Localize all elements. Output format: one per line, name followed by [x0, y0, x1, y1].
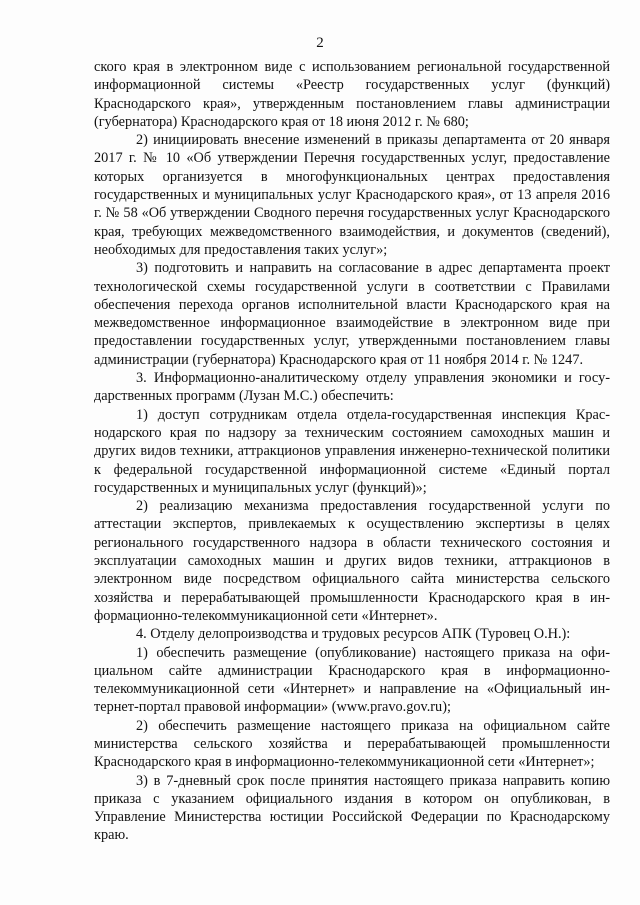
document-body	[94, 58, 610, 845]
paragraph-section-4: 4. Отделу делопроизводства и трудовых ресурсов АПК (Туровец О.Н.):	[136, 626, 571, 643]
paragraph-section-3-item-1: 1) доступ сотрудникам отдела отдела-государственная инспекция Краснодарского края по надзору за техническим состоянием самоходных машин и других видов техники, аттракционов управления инженерно-технической политики к федеральной государственной информационной системе «Единый портал государственных и муниципальных услуг (функций)»;	[94, 406, 610, 496]
paragraph-continuation: ского края в электронном виде с использованием региональной государственной информационной системы «Реестр государственных услуг (функций) Краснодарского края», утвержденным постановлением главы администрации (губернатора) Краснодарского края от 18 июня 2012 г. № 680;	[94, 59, 610, 130]
paragraph-section-4-item-2: 2) обеспечить размещение настоящего приказа на официальном сайте министерства сельского хозяйства и перерабатывающей промышленности Краснодарского края в информационно-телекоммуникационной сети «Интернет»;	[94, 717, 610, 771]
paragraph-section-4-item-3: 3) в 7-дневный срок после принятия настоящего приказа направить копию приказа с указанием официального издания в котором он опубликован, в Управление Министерства юстиции Российской Федерации по Краснодарскому краю.	[94, 772, 610, 844]
paragraph-item-3-tech-scheme: 3) подготовить и направить на согласование в адрес департамента проект технологической схемы государственной услуги в соответствии с Правилами обеспечения перехода органов исполнительной власти Краснодарского края на межведомственное информационное взаимодействие в электронном виде при предоставлении государственных услуг, утвержденными постановлением главы администрации (губернатора) Краснодарского края от 11 ноября 2014 г. № 1247.	[94, 260, 610, 368]
paragraph-section-4-item-1: 1) обеспечить размещение (опубликование) настоящего приказа на официальном сайте администрации Краснодарского края в информационно-телекоммуникационной сети «Интернет» и направление на «Официальный интернет-портал правовой информации» (www.pravo.gov.ru);	[94, 644, 610, 716]
page-number: 2	[316, 35, 324, 51]
paragraph-section-3-item-2: 2) реализацию механизма предоставления государственной услуги по аттестации экспертов, привлекаемых к осуществлению экспертизы в целях регионального государственного надзора в области технического состояния и эксплуатации самоходных машин и других видов техники, аттракционов в электронном виде посредством официального сайта министерства сельского хозяйства и перерабатывающей промышленности Краснодарского края в информационно-телекоммуникационной сети «Интернет».	[94, 498, 610, 624]
paragraph-section-3: 3. Информационно-аналитическому отделу управления экономики и государственных программ (Лузан М.С.) обеспечить:	[94, 370, 610, 405]
paragraph-item-2-initiate-changes: 2) инициировать внесение изменений в приказы департамента от 20 января 2017 г. № 10 «Об утверждении Перечня государственных услуг, предоставление которых организуется в многофункциональных центрах предоставления государственных и муниципальных услуг Краснодарского края», от 13 апреля 2016 г. № 58 «Об утверждении Сводного перечня государственных услуг Краснодарского края, требующих межведомственного взаимодействия, и документов (сведений), необходимых для предоставления таких услуг»;	[94, 132, 610, 258]
